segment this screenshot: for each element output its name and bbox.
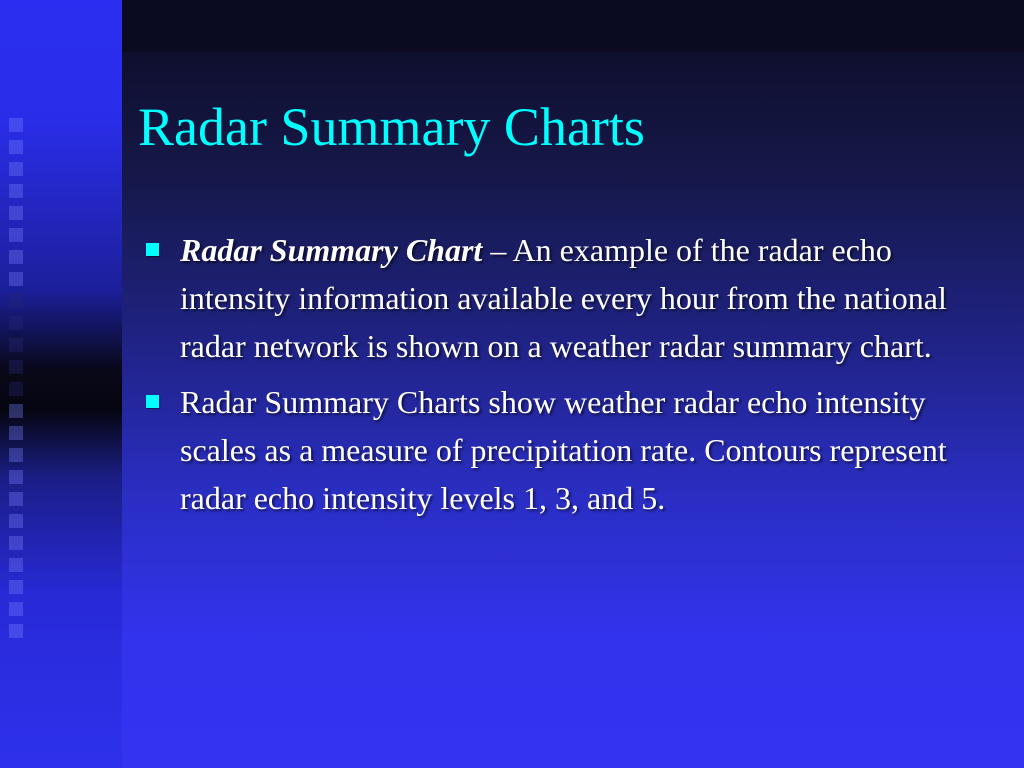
decorative-square: [9, 448, 23, 462]
decorative-square: [9, 382, 23, 396]
decorative-square: [9, 140, 23, 154]
decorative-square: [9, 426, 23, 440]
bullet-item: [140, 378, 1000, 522]
bullet-square-icon: [146, 243, 159, 256]
top-band: [122, 0, 1024, 52]
decorative-square: [9, 228, 23, 242]
bullet-square-icon: [146, 395, 159, 408]
decorative-square: [9, 162, 23, 176]
decorative-square-column: [9, 118, 23, 646]
decorative-square: [9, 624, 23, 638]
decorative-square: [9, 294, 23, 308]
decorative-square: [9, 492, 23, 506]
decorative-square: [9, 470, 23, 484]
decorative-square: [9, 272, 23, 286]
decorative-square: [9, 536, 23, 550]
decorative-square: [9, 338, 23, 352]
bullet-text: – An example of the radar echo intensity information available every hour from the national radar network is shown on a weather radar summary chart.: [180, 232, 947, 364]
decorative-square: [9, 580, 23, 594]
decorative-square: [9, 316, 23, 330]
decorative-square: [9, 184, 23, 198]
decorative-square: [9, 602, 23, 616]
bullet-list: [140, 226, 1000, 530]
slide-title: Radar Summary Charts: [138, 97, 645, 157]
bullet-item: [140, 226, 1000, 370]
decorative-square: [9, 558, 23, 572]
decorative-square: [9, 250, 23, 264]
decorative-square: [9, 360, 23, 374]
side-decoration-panel: [0, 0, 122, 768]
bullet-text: Radar Summary Charts show weather radar echo intensity scales as a measure of precipitation rate. Contours represent radar echo intensity levels 1, 3, and 5.: [180, 384, 947, 516]
decorative-square: [9, 404, 23, 418]
decorative-square: [9, 118, 23, 132]
decorative-square: [9, 206, 23, 220]
decorative-square: [9, 514, 23, 528]
bullet-term: Radar Summary Chart: [180, 232, 483, 268]
